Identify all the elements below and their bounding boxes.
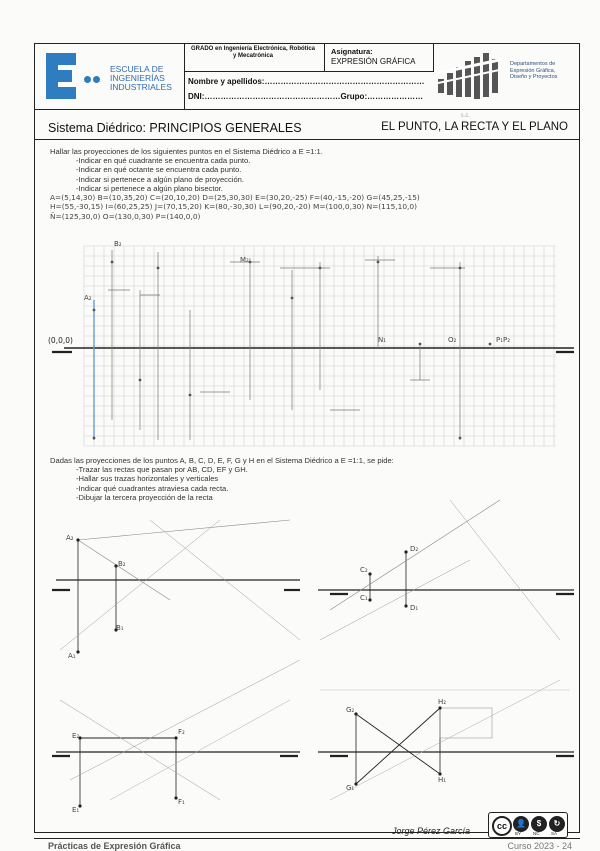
- footer-left: Prácticas de Expresión Gráfica: [48, 841, 181, 851]
- exercise2-panel-cd: [318, 500, 574, 640]
- label-h1: H₁: [438, 776, 447, 784]
- label-a1: A₁: [68, 652, 76, 660]
- label-d1: D₁: [410, 604, 419, 612]
- by-icon: 👤: [513, 816, 529, 832]
- degree-name: GRADO en Ingeniería Electrónica, Robótica y Mecatrónica: [190, 46, 316, 59]
- label-f1: F₁: [178, 798, 185, 806]
- label-e2: E₂: [72, 732, 80, 740]
- nc-icon: $: [531, 816, 547, 832]
- cc-icon: cc: [492, 816, 512, 836]
- exercise2-instructions: Dadas las proyecciones de los puntos A, B, C, D, E, F, G y H en el Sistema Diédrico a E =1:1, se pide: -Trazar las rectas que pasan por AB, CD, EF y GH. -Hallar sus trazas horizontales y verticales -Indicar qué cuadrantes atraviesa cada recta. -Dibujar la tercera proyección de la recta: [50, 456, 394, 502]
- label-a2: A₂: [66, 534, 74, 542]
- label-b2: B₂: [118, 560, 126, 568]
- exercise1-instructions: Hallar las proyecciones de los siguientes puntos en el Sistema Diédrico a E =1:1. -Indicar en qué cuadrante se encuentra cada punto. -Indicar en qué octante se encuentra cada punto. -Indicar si pertenece a algún plano de proyección. -Indicar si pertenece a algún plano bisector.: [50, 147, 323, 193]
- sa-icon: ↻: [549, 816, 565, 832]
- label-m2-ex1: M₂: [240, 256, 249, 264]
- label-f2: F₂: [178, 728, 185, 736]
- label-c2: C₂: [360, 566, 368, 574]
- footer-right: Curso 2023 - 24: [507, 841, 572, 851]
- label-b2-ex1: B₂: [114, 240, 122, 248]
- sheet-topic: EL PUNTO, LA RECTA Y EL PLANO: [381, 121, 568, 133]
- label-p12-ex1: P₁P₂: [496, 336, 511, 344]
- subject-label: Asignatura:: [331, 47, 373, 56]
- label-g1: G₁: [346, 784, 355, 792]
- subject-value: EXPRESIÓN GRÁFICA: [331, 57, 416, 66]
- school-name: ESCUELA DE INGENIERÍAS INDUSTRIALES: [110, 64, 172, 92]
- label-o2-ex1: O₂: [448, 336, 457, 344]
- dni-group-field[interactable]: DNI:……………………………………………Grupo:…………………: [188, 92, 424, 101]
- label-e1: E₁: [72, 806, 80, 814]
- pencil-note: s.c.: [460, 113, 470, 119]
- point-coordinates: A=(5,14,30) B=(10,35,20) C=(20,10,20) D=(25,30,30) E=(30,20,-25) F=(40,-15,-20) G=(45,25,-15) H=(55,-30,15) I=(60,25,25) J=(70,15,20) K=(80,-30,30) L=(90,20,-20) M=(100,0,30) N=(115,10,0) Ñ=(125,30,0) O=(130,0,30) P=(140,0,0): [50, 193, 420, 221]
- exercise2-panel-ab: [52, 520, 300, 654]
- origin-label: (0,0,0): [48, 336, 73, 345]
- creative-commons-badge: cc 👤 $ ↻ BY NC SA: [488, 812, 568, 838]
- name-field[interactable]: Nombre y apellidos:……………………………………………………: [184, 71, 432, 90]
- label-h2: H₂: [438, 698, 447, 706]
- exercise1-axes: [52, 300, 574, 440]
- label-c1: C₁: [360, 594, 368, 602]
- sheet-title: Sistema Diédrico: PRINCIPIOS GENERALES: [48, 121, 302, 135]
- label-d2: D₂: [410, 545, 419, 553]
- label-n1-ex1: N₁: [378, 336, 387, 344]
- label-g2: G₂: [346, 706, 355, 714]
- footer: [34, 838, 580, 849]
- author-name: Jorge Pérez García: [392, 826, 471, 836]
- label-b1: B₁: [116, 624, 124, 632]
- exercise2-panel-ef: [52, 660, 300, 808]
- exercise1-pencil-marks: [108, 250, 465, 440]
- label-a2-ex1: A₂: [84, 294, 92, 302]
- department-name: Departamentos de Expresión Gráfica, Diseño y Proyectos: [510, 61, 558, 80]
